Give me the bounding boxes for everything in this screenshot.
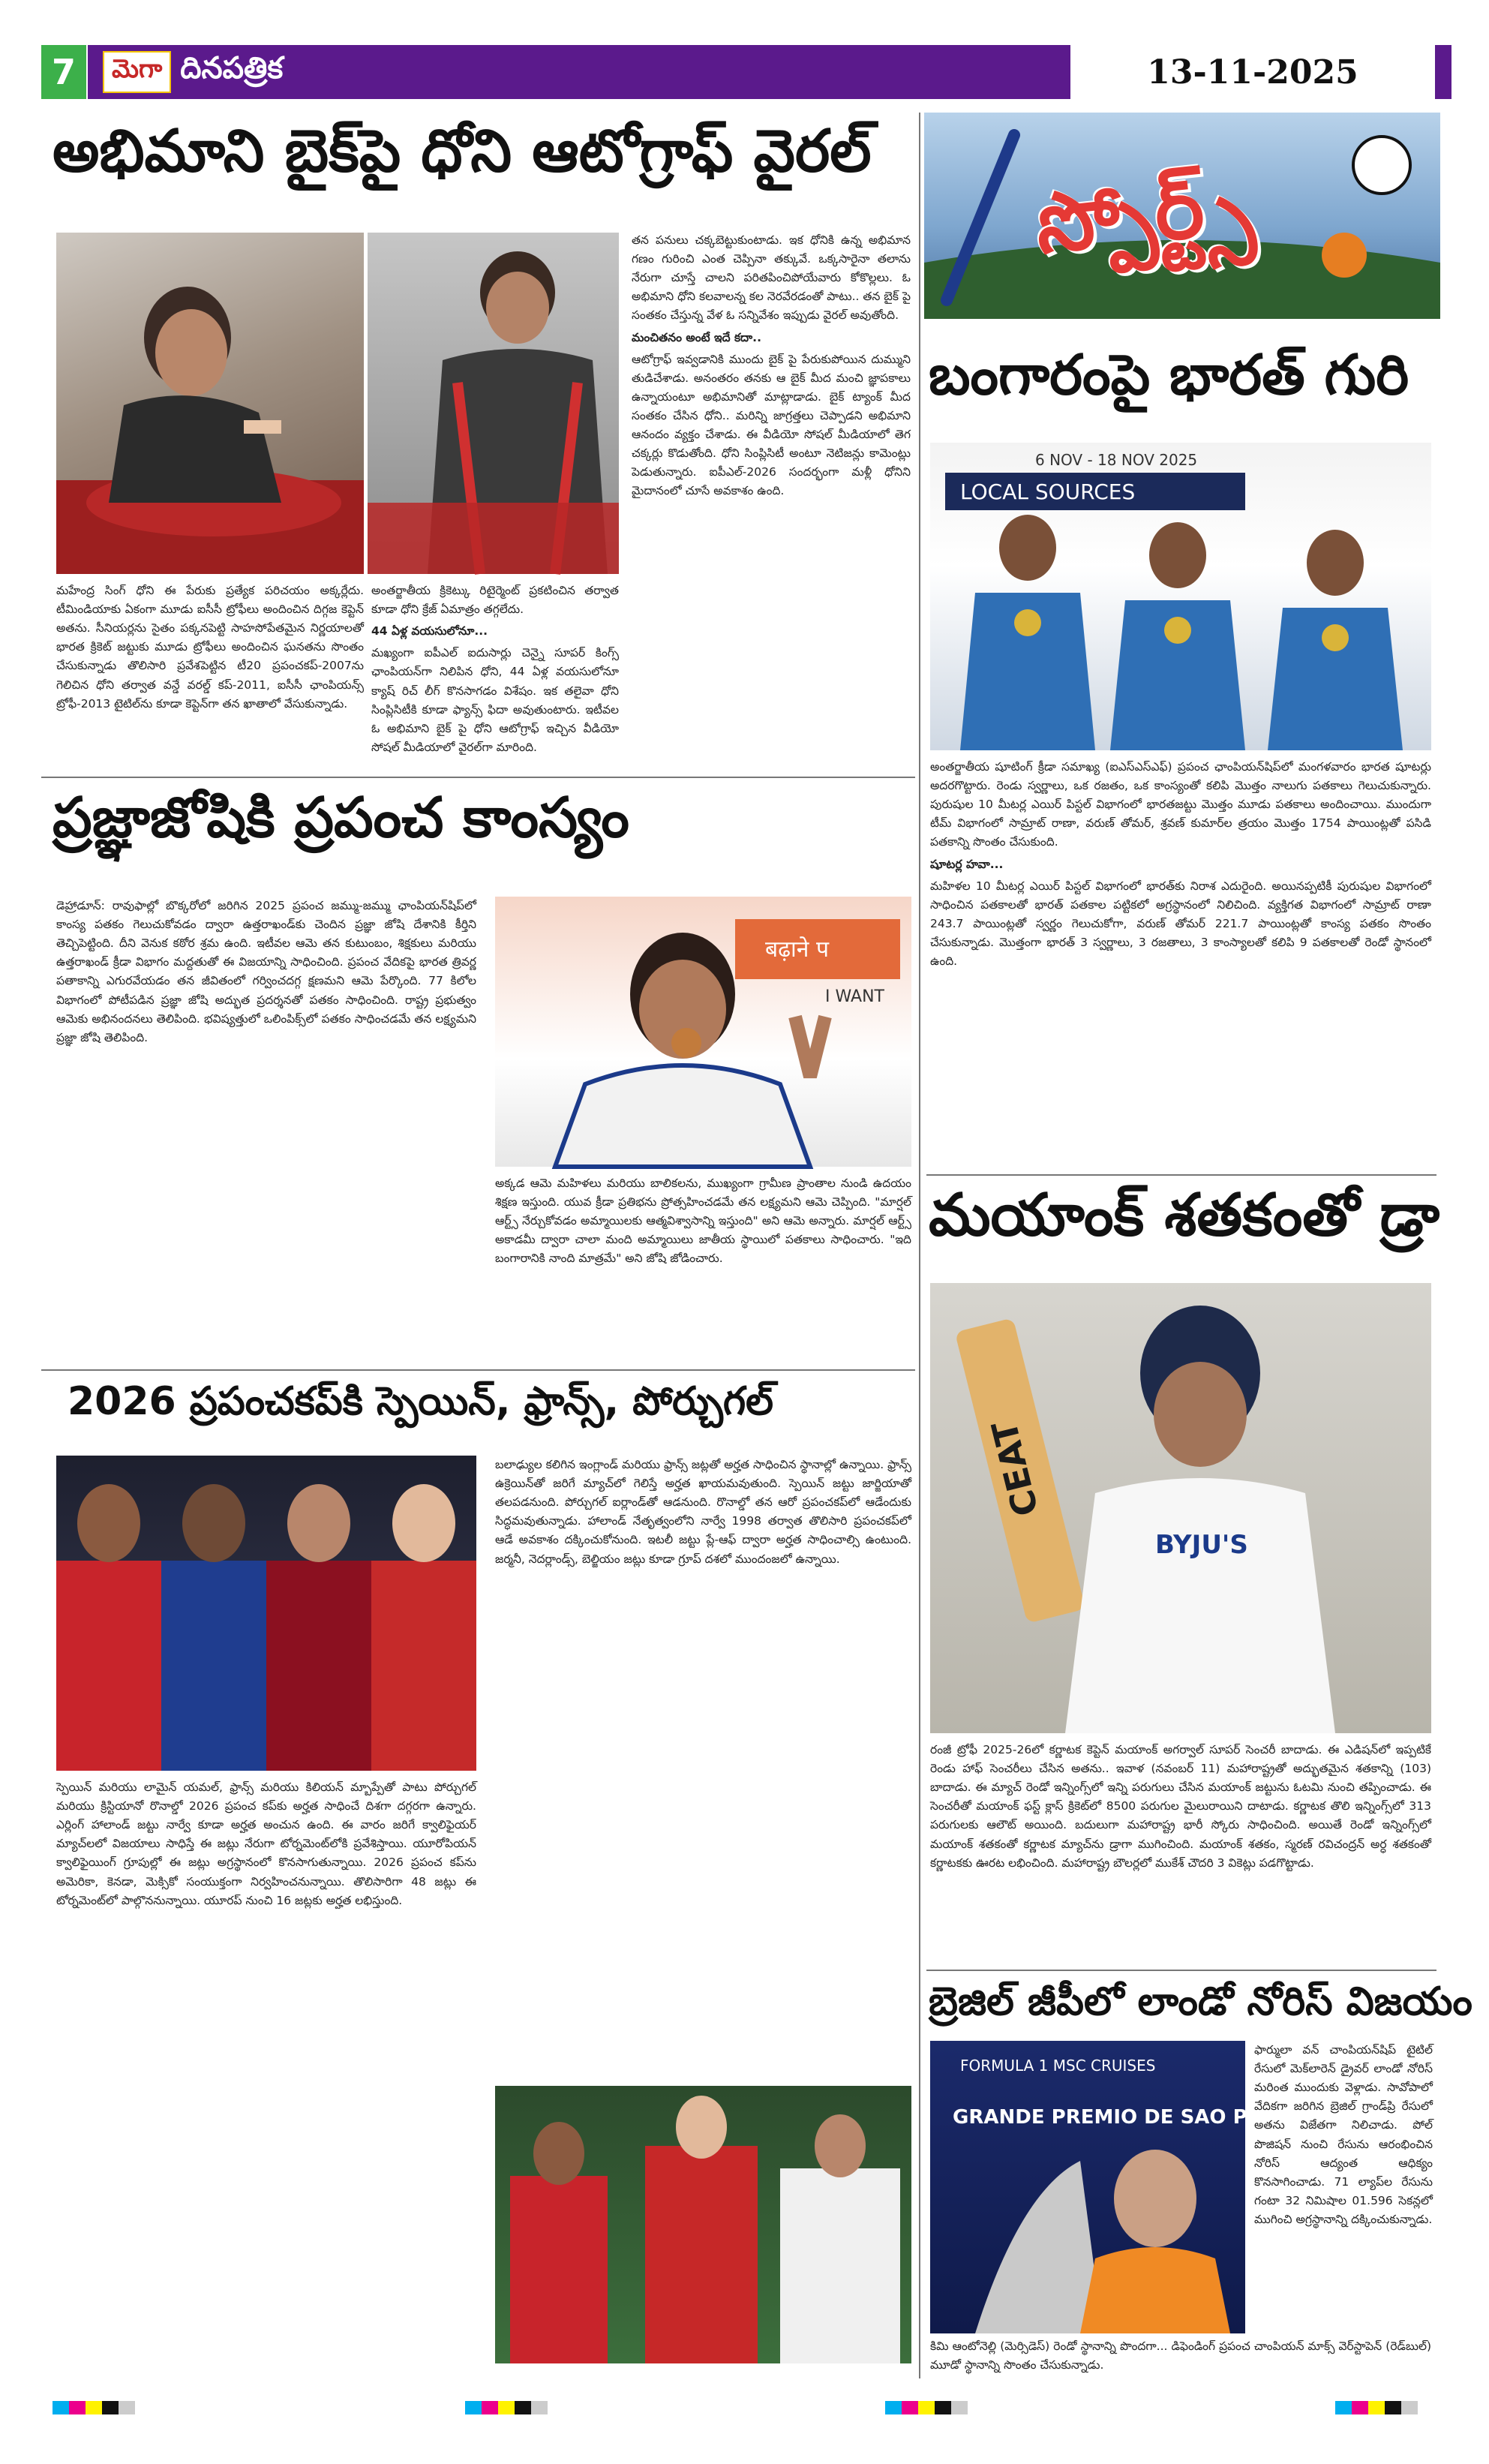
sports-banner <box>924 113 1440 319</box>
brazil-col-2 <box>930 2337 1431 2382</box>
autograph-sub-1: 44 ఏళ్ల వయసులోనూ... <box>371 624 488 639</box>
dhoni-jacket-illustration <box>368 233 619 574</box>
footer-color-bar-mid <box>465 2401 548 2414</box>
headline-brazil: బ్రెజిల్ జీపీలో లాండో నోరిస్ విజయం <box>929 1979 1472 2024</box>
gold-col <box>930 758 1431 1170</box>
bronze-text-1: డెహ్రాడూన్: రావుఫాల్లో బొక్కరోలో జరిగిన 2025 ప్రపంచ జమ్ము-జమ్ము ఛాంపియన్‌షిప్‌లో కాంస్య పతకం గెలుచుకోవడం ద్వారా ఉత్తరాఖండ్‌కు చెందిన ప్రజ్ఞా జోషి దేశానికి కీర్తిని తెచ్చిపెట్టింది. దీని వెనుక కఠోర శ్రమ ఉంది. ఇటీవల ఆమె తన కుటుంబం, శిక్షకులు మరియు ఉత్తరాఖండ్ క్రీడా విభాగం మద్దతుతో ఈ విజయాన్ని సాధించింది. ప్రపంచ వేదికపై భారత త్రివర్ణ పతాకాన్ని ఎగురవేయడం తన జీవితంలో గర్వించదగ్గ క్షణమని ఆమె పేర్కొంది. 77 కిలోల విభాగంలో పోటీపడిన ప్రజ్ఞా జోషి అద్భుత ప్రదర్శనతో పతకం సాధించింది. రాష్ట్ర ప్రభుత్వం ఆమెకు అభినందనలు తెలిపింది. భవిష్యత్తులో ఒలింపిక్స్‌లో పతకం సాధించడమే తన లక్ష్యమని ప్రజ్ఞా జోషి తెలిపింది. <box>56 899 476 1044</box>
banner-hindi-text: बढ़ाने प <box>765 936 830 963</box>
wc-col-2 <box>495 1456 911 2078</box>
shooting-dates-text: 6 NOV - 18 NOV 2025 <box>1035 451 1198 469</box>
autograph-text-4: తన పనులు చక్కబెట్టుకుంటాడు. ఇక ధోనికి ఉన్న అభిమాన గణం గురించి ఎంత చెప్పినా తక్కువే. ఒక్కసారైనా తలాను నేరుగా చూస్తే చాలని పరితపించిపోయేవారు కోకొల్లలు. ఓ అభిమాని ధోని కలవాలన్న కల నెరవేరడంతో పాటు.. తన బైక్ పై సంతకం చేస్తున్న వేళ ఓ సన్నివేశం ఇప్పుడు వైరల్ అవుతోంది. <box>632 233 911 323</box>
dhoni-photo-2 <box>368 233 619 574</box>
wc-players-photo <box>56 1456 476 1771</box>
autograph-col-3 <box>632 231 911 771</box>
dhoni-photo-1 <box>56 233 364 574</box>
banner-want-text: I WANT <box>825 987 884 1006</box>
bronze-col-1 <box>56 897 476 1362</box>
gold-text-2: మహిళల 10 మీటర్ల ఎయిర్ పిస్టల్ విభాగంలో భారత్‌కు నిరాశ ఎదురైంది. అయినప్పటికీ పురుషుల విభాగంలో సాధించిన పతకాలతో భారత్ పతకాల పట్టికలో అగ్రస్థానంలో నిలిచింది. వ్యక్తిగత విభాగంలో సామ్రాట్ రాణా 243.7 పాయింట్లతో స్వర్ణం గెలుచుకోగా, వరుణ్ తోమర్ 221.7 పాయింట్లతో కాంస్య పతకం సొంతం చేసుకున్నాడు. మొత్తంగా భారత్ 3 స్వర్ణాలు, 3 రజతాలు, 3 కాంస్యాలతో కలిపి 9 పతకాలతో రెండో స్థానంలో ఉంది. <box>930 879 1431 969</box>
headline-autograph: అభిమాని బైక్‌పై ధోని ఆటోగ్రాఫ్ వైరల్ <box>53 118 872 185</box>
footer-color-bar-right <box>1335 2401 1418 2414</box>
autograph-text-2: అంతర్జాతీయ క్రికెట్కు రిటైర్మెంట్ ప్రకటించిన తర్వాత కూడా ధోని క్రేజ్ ఏమాత్రం తగ్గలేదు. <box>371 584 619 617</box>
pragya-photo <box>495 897 911 1167</box>
autograph-text-3: మఖ్యంగా ఐపీఎల్ ఐదుసార్లు చెన్నై సూపర్ కింగ్స్ ఛాంపియన్‌గా నిలిపిన ధోని, 44 ఏళ్ల వయసులోనూ క్యాష్ రిచ్ లీగ్ కొనసాగడం విశేషం. ఇక తలైవా ధోని సింప్లిసిటీకి కూడా ఫ్యాన్స్ ఫిదా అవుతుంటారు. ఇటీవల ఓ అభిమాని బైక్ పై ధోని ఆటోగ్రాఫ్ ఇచ్చిన వీడియో సోషల్ మీడియాలో వైరల్‌గా మారింది. <box>371 646 619 754</box>
divider-h4 <box>926 1970 1436 1971</box>
wc-text-2: బలాఢ్యుల కలిగిన ఇంగ్లాండ్ మరియు ఫ్రాన్స్ జట్లతో అర్హత సాధించిన స్థానాల్లో ఉన్నాయి. ఫ్రాన్స్ ఉక్రెయిన్‌తో జరిగే మ్యాచ్‌లో గెలిస్తే అర్హత ఖాయమవుతుంది. స్పెయిన్ జట్టు జార్జియాతో తలపడనుంది. పోర్చుగల్ ఐర్లాండ్‌తో ఆడనుంది. రొనాల్డో తన ఆరో ప్రపంచకప్‌లో ఆడేందుకు సిద్ధమవుతున్నాడు. హాలాండ్ నేతృత్వంలోని నార్వే 1998 తర్వాత తొలిసారి ప్రపంచకప్‌లో ఆడే అవకాశం దక్కించుకోనుంది. ఇటలీ జట్టు ప్లే-ఆఫ్ ద్వారా అర్హత సాధించాల్సి ఉంటుంది. జర్మనీ, నెదర్లాండ్స్, బెల్జియం జట్లు కూడా గ్రూప్ దశలో ముందంజలో ఉన్నాయి. <box>495 1458 911 1566</box>
autograph-text-1: మహేంద్ర సింగ్ ధోని ఈ పేరుకు ప్రత్యేక పరిచయం అక్కర్లేదు. టీమిండియాకు ఏకంగా మూడు ఐసీసీ ట్రోఫీలు అందించిన దిగ్గజ కెప్టెన్ అతను. సీనియర్లను సైతం పక్కనపెట్టి సాహసోపేతమైన నిర్ణయాలతో భారత క్రికెట్ జట్టుకు మూడు ట్రోఫీలు అందించిన ఘనతను సొంతం చేసుకున్నాడు తొలిసారి ప్రవేశపెట్టిన టీ20 ప్రపంచకప్-2007ను గెలిచిన ధోని తర్వాత వన్డే వరల్డ్ కప్-2011, ఐసీసీ ఛాంపియన్స్ ట్రోఫీ-2013 టైటిల్‌ను కూడా కెప్టెన్‌గా తన ఖాతాలో వేసుకున్నాడు. <box>56 584 364 711</box>
shooters-photo <box>930 443 1431 750</box>
norris-photo <box>930 2041 1304 2333</box>
footer-color-bar-left <box>53 2401 135 2414</box>
mayank-photo <box>930 1283 1431 1733</box>
headline-draw: మయాంక్ శతకంతో డ్రా <box>929 1182 1440 1249</box>
bat-brand-text: CEAT <box>983 1417 1046 1521</box>
autograph-sub-2: మంచితనం అంటే ఇదే కదా.. <box>632 330 761 344</box>
paper-brand: మెగా <box>103 51 171 93</box>
headline-bronze: ప్రజ్ఞాజోషికి ప్రపంచ కాంస్యం <box>53 786 629 850</box>
autograph-text-5: ఆటోగ్రాఫ్ ఇవ్వడానికి ముందు బైక్ పై పేరుకుపోయిన దుమ్ముని తుడిచేశాడు. అనంతరం తనకు ఆ బైక్ మీద మంచి జ్ఞాపకాలు ఉన్నాయంటూ అభిమానితో మాట్లాడాడు. బైక్ ట్యాంక్ మీద సంతకం చేసిన ధోని.. మరిన్ని జాగ్రత్తలు చెప్పాడని అభిమాని ఆనందం వ్యక్తం చేశాడు. ఈ వీడియో సోషల్ మీడియాలో తెగ చక్కర్లు కొడుతోంది. ధోని సింప్లిసిటీ అంటూ నెటిజన్లు కామెంట్లు పెడుతున్నారు. ఐపీఎల్-2026 సందర్భంగా మళ్లీ ధోనిని మైదానంలో చూసే అవకాశం ఉంది. <box>632 352 911 498</box>
shooting-board-text: LOCAL SOURCES <box>960 479 1136 504</box>
bronze-text-2: అక్కడ ఆమె మహిళలు మరియు బాలికలను, ముఖ్యంగా గ్రామీణ ప్రాంతాల నుండి ఉదయం శిక్షణ ఇస్తుంది. యువ క్రీడా ప్రతిభను ప్రోత్సహించడమే తన లక్ష్యమని ఆమె చెప్పింది. "మార్షల్ ఆర్ట్స్ నేర్చుకోవడం అమ్మాయిలకు ఆత్మవిశ్వాసాన్ని ఇస్తుంది" అని ఆమె అన్నారు. మార్షల్ ఆర్ట్స్ అకాడమీ ద్వారా చాలా మంది అమ్మాయిలు జాతీయ స్థాయిలో పతకాలు సాధించారు. "ఇది బంగారానికి నాంది మాత్రమే" అని జోషి జోడించారు. <box>495 1176 911 1266</box>
autograph-col-2 <box>371 581 619 769</box>
wc-action-photo <box>495 2086 911 2363</box>
paper-title: దినపత్రిక <box>180 51 284 86</box>
divider-h2 <box>41 1369 915 1371</box>
bronze-col-2 <box>495 1174 911 1362</box>
wc-players-illustration <box>56 1456 476 1771</box>
gold-sub: షూటర్ల హవా... <box>930 857 1004 871</box>
pragya-medal-illustration <box>495 897 911 1167</box>
divider-h1 <box>41 777 915 778</box>
brazil-col-1 <box>1254 2041 1433 2333</box>
sports-title: స్పోర్ట్స్ <box>1031 154 1257 272</box>
mayank-batting-illustration <box>930 1283 1431 1733</box>
draw-text: రంజీ ట్రోఫీ 2025-26లో కర్ణాటక కెప్టెన్ మయాంక్ అగర్వాల్ సూపర్ సెంచరీ బాదాడు. ఈ ఎడిషన్‌లో ఇప్పటికే రెండు హాఫ్ సెంచరీలు చేసిన అతను.. ఇవాళ (నవంబర్ 11) మహారాష్ట్రతో అద్భుతమైన శతకాన్ని (103) బాదాడు. ఈ మ్యాచ్ రెండో ఇన్నింగ్స్‌లో ఇన్ని పరుగులు చేసిన మయాంక్ జట్టును ఓటమి నుంచి తప్పించాడు. ఈ సెంచరీతో మయాంక్ ఫస్ట్ క్లాస్ క్రికెట్‌లో 8500 పరుగుల మైలురాయిని దాటాడు. కర్ణాటక తొలి ఇన్నింగ్స్‌లో 313 పరుగులకు ఆలౌట్ అయింది. బదులుగా మహారాష్ట్ర భారీ స్కోరు సాధించింది. అయితే రెండో ఇన్నింగ్స్‌లో మయాంక్ శతకంతో కర్ణాటక మ్యాచ్‌ను డ్రాగా ముగించింది. మయాంక్ శతకం, స్మరణ్ రవిచంద్రన్ అర్ధ శతకంతో కర్ణాటకకు ఊరట లభించింది. మహారాష్ట్ర బౌలర్లలో ముకేశ్ చౌదరి 3 వికెట్లు పడగొట్టాడు. <box>930 1743 1431 1870</box>
headline-worldcup: 2026 ప్రపంచకప్‌కి స్పెయిన్, ఫ్రాన్స్, పోర్చుగల్ <box>68 1379 774 1424</box>
divider-h3 <box>926 1174 1436 1176</box>
page-number: 7 <box>41 45 86 99</box>
footer-color-bar-mid2 <box>885 2401 968 2414</box>
draw-col <box>930 1741 1431 1966</box>
wc-col-1 <box>56 1778 476 2363</box>
masthead <box>41 45 1451 99</box>
issue-date: 13-11-2025 <box>1070 45 1451 99</box>
wc-action-illustration <box>495 2086 911 2363</box>
paper-name <box>88 45 1070 99</box>
f1-banner-text: GRANDE PREMIO DE SAO PAULO <box>953 2106 1304 2129</box>
autograph-col-1 <box>56 581 364 769</box>
headline-gold: బంగారంపై భారత్ గురి <box>929 343 1409 407</box>
dhoni-signing-illustration <box>56 233 364 574</box>
gold-text-1: అంతర్జాతీయ షూటింగ్ క్రీడా సమాఖ్య (ఐఎస్ఎస్ఎఫ్) ప్రపంచ ఛాంపియన్‌షిప్‌లో మంగళవారం భారత షూటర్లు అదరగొట్టారు. రెండు స్వర్ణాలు, ఒక రజతం, ఒక కాంస్యంతో కలిపి మొత్తం నాలుగు పతకాలు గెలుచుకున్నారు. పురుషుల 10 మీటర్ల ఎయిర్ పిస్టల్ విభాగంలో భారతజట్టు మొత్తం మూడు పతకాలు అందించాయి. ముందుగా టీమ్ విభాగంలో సామ్రాట్ రాణా, వరుణ్ తోమర్, శ్రవణ్ కుమార్‌ల త్రయం మొత్తం 1754 పాయింట్లతో పసిడి పతకాన్ని సొంతం చేసుకుంది. <box>930 760 1431 849</box>
wc-text-1: స్పెయిన్ మరియు లామైన్ యమల్, ఫ్రాన్స్ మరియు కిలియన్ మ్బాప్పేతో పాటు పోర్చుగల్ మరియు క్రిస్టియానో రొనాల్డో 2026 ప్రపంచ కప్‌కు అర్హత సాధించే దిశగా దగ్గరగా ఉన్నారు. ఎర్లింగ్ హాలాండ్ జట్టు నార్వే కూడా అర్హత అంచున ఉంది. ఈ వారం జరిగే క్వాలిఫైయర్ మ్యాచ్‌లలో విజయాలు సాధిస్తే ఈ జట్లు నేరుగా టోర్నమెంట్‌లోకి ప్రవేశిస్తాయి. యూరోపియన్ క్వాలిఫైయింగ్ గ్రూపుల్లో ఈ జట్లు అగ్రస్థానంలో కొనసాగుతున్నాయి. 2026 ప్రపంచ కప్‌ను అమెరికా, కెనడా, మెక్సికో సంయుక్తంగా నిర్వహించనున్నాయి. తొలిసారిగా 48 జట్లు ఈ టోర్నమెంట్‌లో పాల్గొననున్నాయి. యూరప్ నుంచి 16 జట్లకు అర్హత లభిస్తుంది. <box>56 1780 476 1907</box>
norris-trophy-illustration <box>930 2041 1304 2333</box>
brazil-text-1: ఫార్ములా వన్ చాంపియన్‌షిప్ టైటిల్ రేసులో మెక్‌లారెన్ డ్రైవర్ లాండో నోరిస్ మరింత ముందుకు వెళ్లాడు. సావోపాలో వేదికగా జరిగిన బ్రెజిల్ గ్రాండ్‌ప్రి రేసులో అతను విజేతగా నిలిచాడు. పోల్ పొజిషన్ నుంచి రేసును ఆరంభించిన నోరిస్ ఆద్యంత ఆధిక్యం కొనసాగించాడు. 71 ల్యాప్‌ల రేసును గంటా 32 నిమిషాల 01.596 సెకన్లలో ముగించి అగ్రస్థానాన్ని దక్కించుకున్నాడు. <box>1254 2043 1433 2226</box>
brazil-text-2: కిమి ఆంటోనెల్లి (మెర్సిడెస్) రెండో స్థానాన్ని పొందగా... డిఫెండింగ్ ప్రపంచ చాంపియన్ మాక్స్ వెర్‌స్టాపెన్ (రెడ్‌బుల్) మూడో స్థానాన్ని సొంతం చేసుకున్నాడు. <box>930 2339 1431 2372</box>
shirt-brand-text: BYJU'S <box>1155 1530 1248 1560</box>
divider-vertical <box>919 113 920 2378</box>
shooters-podium-illustration <box>930 443 1431 750</box>
f1-top-text: FORMULA 1 MSC CRUISES <box>960 2057 1156 2075</box>
